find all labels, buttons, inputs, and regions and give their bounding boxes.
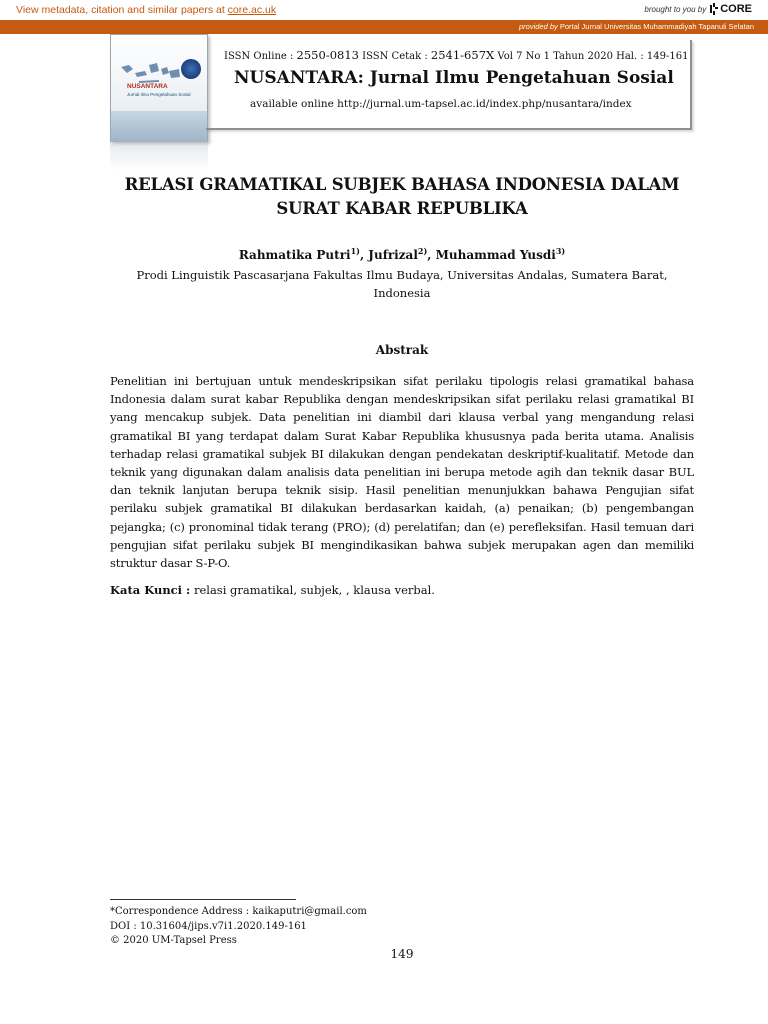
issn-online: 2550-0813 — [296, 48, 359, 62]
provided-by-text: Portal Jurnal Universitas Muhammadiyah Tapanuli Selatan — [559, 22, 754, 31]
volume-info: Vol 7 No 1 Tahun 2020 — [497, 51, 613, 62]
journal-title: NUSANTARA: Jurnal Ilmu Pengetahuan Sosial — [234, 68, 674, 88]
affiliation-line2: Indonesia — [373, 286, 431, 300]
keywords-text: relasi gramatikal, subjek, , klausa verbal. — [193, 583, 435, 597]
issn-print: 2541-657X — [430, 48, 495, 62]
affiliation-line1: Prodi Linguistik Pascasarjana Fakultas Ilmu Budaya, Universitas Andalas, Sumatera Barat, — [136, 268, 668, 282]
author-name: Jufrizal — [368, 248, 418, 262]
journal-url[interactable]: available online http://jurnal.um-tapsel.ac.id/index.php/nusantara/index — [250, 98, 632, 110]
issn-print-label: ISSN Cetak : — [362, 51, 428, 62]
cover-title: NUSANTARA — [127, 83, 168, 90]
core-logo-text: CORE — [720, 3, 752, 15]
abstract-body: Penelitian ini bertujuan untuk mendeskripsikan sifat perilaku tipologis relasi gramatikal bahasa Indonesia dalam surat kabar Republika dengan mendeskripsikan sifat perilaku relasi gramatikal BI yang mencakup subjek. Data penelitian ini diambil dari klausa verbal yang mengandung relasi gramatikal BI yang terdapat dalam Surat Kabar Republika khususnya pada berita utama. Analisis terhadap relasi gramatikal subjek BI dilakukan dengan pendekatan deskriptif-kualitatif. Metode dan teknik yang digunakan dalam analisis data penelitian ini berupa metode agih dan teknik dasar BUL dan teknik lanjutan berupa teknik sisip. Hasil penelitian menunjukkan bahawa Pengujian sifat perilaku subjek gramatikal BI dilakukan berdasarkan kaidah, (a) penaikan; (b) pengembangan pejangka; (c) pronominal tidak terang (PRO); (d) perelatifan; dan (e) perefleksifan. Hasil temuan dari pengujian sifat perilaku subjek BI mengindikasikan bahwa subjek merupakan agen dan memiliki struktur dasar S-P-O. — [110, 374, 694, 571]
issn-line — [224, 48, 688, 62]
author-name: Muhammad Yusdi — [435, 248, 556, 262]
copyright: © 2020 UM-Tapsel Press — [110, 935, 237, 946]
cover-band — [111, 111, 207, 141]
doi: DOI : 10.31604/jips.v7i1.2020.149-161 — [110, 920, 307, 932]
provided-by-label: provided by — [518, 22, 558, 31]
footnote-divider — [110, 899, 296, 900]
paper-title-line2: SURAT KABAR REPUBLIKA — [276, 199, 528, 218]
author-list: Rahmatika Putri$^{1)}$, Jufrizal$^{2)}$, Muhammad Yusdi$^{3)}$ — [238, 246, 566, 262]
core-metadata-label: View metadata, citation and similar papers at — [16, 4, 225, 16]
page-range: Hal. : 149-161 — [616, 51, 689, 62]
footnote — [110, 905, 367, 949]
author-sup: 1) — [350, 246, 360, 256]
issn-online-label: ISSN Online : — [224, 51, 294, 62]
journal-header — [206, 40, 692, 130]
brought-by-label: brought to you by — [644, 4, 707, 14]
cover-reflection — [110, 141, 208, 171]
author-sup: 2) — [417, 246, 428, 256]
university-seal-icon — [181, 59, 201, 79]
keywords-label: Kata Kunci : — [110, 583, 191, 597]
core-link[interactable]: core.ac.uk — [227, 4, 277, 16]
core-brand[interactable] — [644, 3, 752, 15]
paper-title — [110, 173, 694, 221]
author-name: Rahmatika Putri — [238, 248, 351, 262]
page-number: 149 — [390, 947, 414, 961]
cover-subtitle: Jurnal Ilmu Pengetahuan Sosial — [127, 92, 191, 97]
keywords — [110, 583, 694, 597]
provided-by-bar — [0, 20, 768, 34]
core-banner — [0, 0, 768, 20]
correspondence-address: *Correspondence Address : kaikaputri@gmail.com — [110, 906, 367, 917]
core-logo — [709, 3, 752, 15]
affiliation — [110, 266, 694, 302]
core-metadata-text — [16, 4, 276, 16]
paper-title-line1: RELASI GRAMATIKAL SUBJEK BAHASA INDONESIA DALAM — [124, 175, 680, 194]
core-logo-icon — [709, 3, 719, 15]
author-sup: 3) — [555, 246, 566, 256]
abstract-heading: Abstrak — [375, 343, 429, 357]
journal-cover-image — [110, 34, 208, 142]
